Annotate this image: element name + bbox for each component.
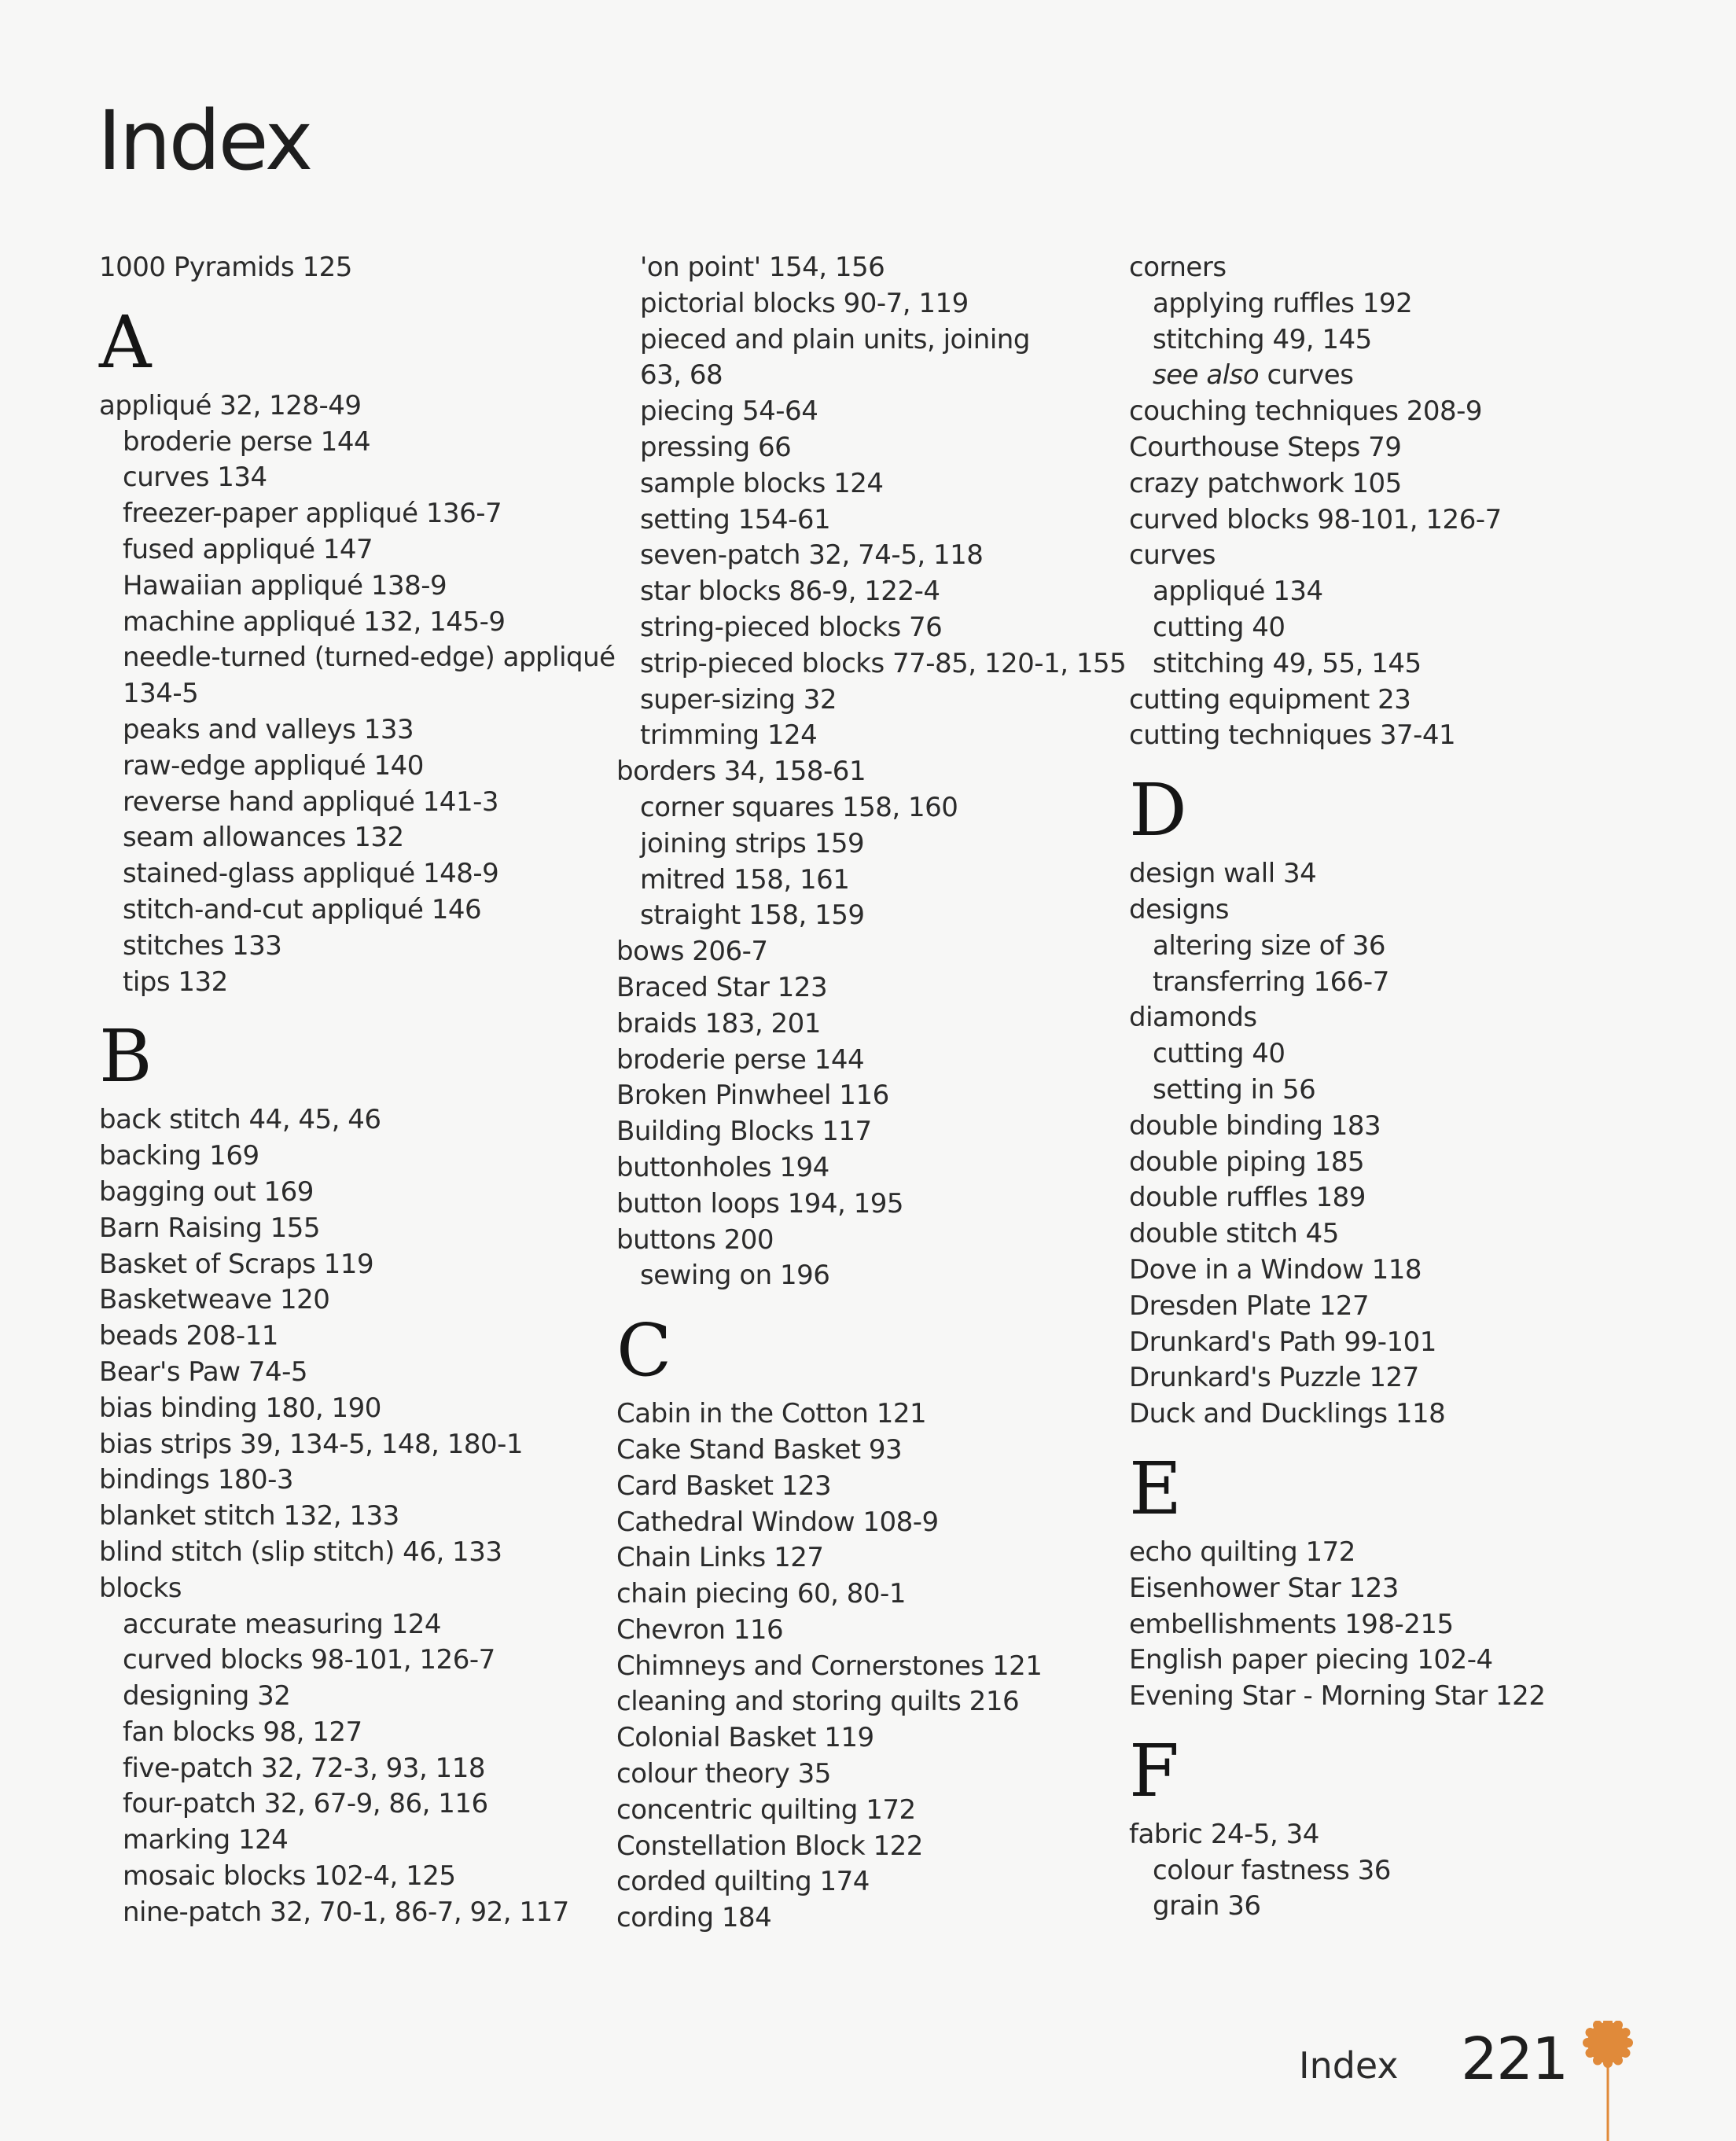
index-subentry: stitching 49, 55, 145 [1153, 647, 1422, 679]
index-entry: designs [1129, 893, 1230, 925]
index-entry: Eisenhower Star 123 [1129, 1572, 1399, 1604]
index-entry: Basketweave 120 [99, 1284, 330, 1316]
index-entry: corded quilting 174 [616, 1866, 870, 1898]
index-entry: double ruffles 189 [1129, 1182, 1366, 1214]
index-subentry: curved blocks 98-101, 126-7 [123, 1644, 495, 1676]
index-subentry: seam allowances 132 [123, 822, 404, 854]
index-subentry: tips 132 [123, 966, 228, 998]
index-entry: echo quilting 172 [1129, 1536, 1355, 1568]
index-entry: Drunkard's Puzzle 127 [1129, 1362, 1419, 1394]
index-subentry: corner squares 158, 160 [640, 791, 958, 823]
index-entry: backing 169 [99, 1140, 259, 1172]
index-entry: Constellation Block 122 [616, 1830, 923, 1862]
index-entry: curves [1129, 539, 1216, 572]
cross-reference-prefix: see also [1153, 359, 1260, 392]
index-entry: Chain Links 127 [616, 1542, 824, 1574]
index-entry: diamonds [1129, 1002, 1257, 1034]
index-subentry: sample blocks 124 [640, 467, 884, 499]
index-subentry: strip-pieced blocks 77-85, 120-1, 155 [640, 647, 1127, 679]
index-subentry: super-sizing 32 [640, 683, 837, 716]
index-subentry: fan blocks 98, 127 [123, 1716, 362, 1748]
index-entry: Dove in a Window 118 [1129, 1253, 1422, 1286]
index-subentry: grain 36 [1153, 1890, 1261, 1922]
index-entry: cutting equipment 23 [1129, 683, 1411, 716]
index-cross-reference [1129, 358, 1648, 394]
index-entry: crazy patchwork 105 [1129, 467, 1402, 499]
index-entry: double binding 183 [1129, 1109, 1381, 1142]
index-subentry: stitching 49, 145 [1153, 323, 1372, 355]
index-entry: Card Basket 123 [616, 1470, 832, 1502]
index-entry: Duck and Ducklings 118 [1129, 1398, 1446, 1430]
index-subentry: colour fastness 36 [1153, 1854, 1391, 1886]
index-entry: Drunkard's Path 99-101 [1129, 1326, 1436, 1358]
index-entry: colour theory 35 [616, 1758, 831, 1790]
index-subentry: marking 124 [123, 1824, 289, 1856]
index-entry: Courthouse Steps 79 [1129, 431, 1402, 463]
page-number: 221 [1461, 2025, 1568, 2093]
index-subentry: straight 158, 159 [640, 899, 865, 932]
index-entry: double piping 185 [1129, 1146, 1365, 1178]
index-entry: bows 206-7 [616, 936, 768, 968]
index-entry: bindings 180-3 [99, 1464, 294, 1496]
index-entry: corners [1129, 252, 1227, 283]
index-entry: braids 183, 201 [616, 1007, 821, 1039]
index-entry-continuation: 63, 68 [640, 359, 723, 392]
cross-reference-target: curves [1267, 359, 1354, 392]
index-subentry: star blocks 86-9, 122-4 [640, 576, 940, 608]
index-subentry: pictorial blocks 90-7, 119 [640, 287, 969, 319]
index-subentry: sewing on 196 [640, 1260, 830, 1292]
index-entry: Cake Stand Basket 93 [616, 1433, 903, 1466]
index-subentry: trimming 124 [640, 719, 818, 752]
index-subentry: peaks and valleys 133 [123, 713, 414, 745]
index-entry: Dresden Plate 127 [1129, 1289, 1370, 1322]
index-subentry: curves 134 [123, 462, 267, 494]
footer-section-label: Index [1299, 2044, 1399, 2087]
index-entry: button loops 194, 195 [616, 1187, 904, 1219]
index-entry-continuation: 134-5 [123, 678, 199, 710]
index-entry: Braced Star 123 [616, 971, 828, 1003]
index-subentry: nine-patch 32, 70-1, 86-7, 92, 117 [123, 1896, 569, 1928]
index-entry: cleaning and storing quilts 216 [616, 1686, 1020, 1718]
index-subentry: setting in 56 [1153, 1073, 1316, 1105]
index-subentry: four-patch 32, 67-9, 86, 116 [123, 1788, 488, 1820]
index-subentry: stitch-and-cut appliqué 146 [123, 893, 482, 925]
index-entry: double stitch 45 [1129, 1218, 1339, 1250]
section-letter: B [99, 1014, 153, 1099]
flower-ornament-icon [1580, 2021, 1635, 2141]
index-subentry: altering size of 36 [1153, 929, 1385, 962]
index-entry: Colonial Basket 119 [616, 1722, 874, 1754]
index-entry: bias binding 180, 190 [99, 1392, 381, 1424]
page-title: Index [97, 93, 311, 189]
index-entry: borders 34, 158-61 [616, 756, 866, 788]
section-letter: D [1129, 768, 1187, 853]
index-subentry: machine appliqué 132, 145-9 [123, 605, 506, 638]
index-subentry: five-patch 32, 72-3, 93, 118 [123, 1752, 485, 1784]
index-entry: blind stitch (slip stitch) 46, 133 [99, 1536, 502, 1568]
index-subentry: joining strips 159 [640, 827, 865, 859]
index-entry: cording 184 [616, 1902, 772, 1934]
section-letter: F [1129, 1728, 1179, 1813]
index-entry: Basket of Scraps 119 [99, 1248, 374, 1280]
index-column-1 [99, 250, 616, 1931]
index-subentry: stained-glass appliqué 148-9 [123, 858, 499, 890]
index-entry: Building Blocks 117 [616, 1116, 872, 1148]
index-entry: beads 208-11 [99, 1320, 278, 1352]
section-letter: A [99, 300, 152, 384]
index-entry: buttons 200 [616, 1223, 774, 1256]
index-entry: 1000 Pyramids 125 [99, 252, 352, 283]
index-subentry: freezer-paper appliqué 136-7 [123, 498, 502, 530]
index-subentry: transferring 166-7 [1153, 966, 1389, 998]
index-subentry: stitches 133 [123, 929, 282, 962]
index-subentry: fused appliqué 147 [123, 533, 373, 565]
index-subentry: mosaic blocks 102-4, 125 [123, 1860, 456, 1893]
index-entry: embellishments 198-215 [1129, 1608, 1454, 1640]
index-entry: Chevron 116 [616, 1613, 784, 1646]
index-entry: couching techniques 208-9 [1129, 395, 1483, 428]
index-entry: English paper piecing 102-4 [1129, 1644, 1493, 1676]
index-subentry: pieced and plain units, joining [640, 323, 1030, 355]
index-entry: buttonholes 194 [616, 1151, 829, 1183]
index-entry: Cathedral Window 108-9 [616, 1506, 939, 1538]
index-entry: broderie perse 144 [616, 1043, 865, 1076]
index-column-3 [1129, 250, 1648, 1925]
index-subentry: seven-patch 32, 74-5, 118 [640, 539, 984, 572]
index-entry: concentric quilting 172 [616, 1793, 916, 1826]
index-entry: cutting techniques 37-41 [1129, 719, 1456, 752]
index-subentry: cutting 40 [1153, 1038, 1285, 1070]
index-entry: Broken Pinwheel 116 [616, 1080, 889, 1112]
section-letter: E [1129, 1446, 1182, 1531]
index-subentry: mitred 158, 161 [640, 863, 850, 896]
index-subentry: needle-turned (turned-edge) appliqué [123, 642, 616, 674]
index-entry: bias strips 39, 134-5, 148, 180-1 [99, 1428, 524, 1460]
index-subentry: appliqué 134 [1153, 576, 1323, 608]
index-column-2 [616, 250, 1127, 1937]
index-subentry: Hawaiian appliqué 138-9 [123, 569, 447, 601]
index-subentry: accurate measuring 124 [123, 1608, 442, 1640]
index-entry: design wall 34 [1129, 858, 1317, 890]
index-entry: chain piecing 60, 80-1 [616, 1578, 906, 1610]
index-subentry: applying ruffles 192 [1153, 287, 1413, 319]
index-entry: Evening Star - Morning Star 122 [1129, 1680, 1546, 1712]
index-entry: Barn Raising 155 [99, 1212, 321, 1244]
index-subentry: string-pieced blocks 76 [640, 611, 943, 643]
index-entry: blanket stitch 132, 133 [99, 1500, 399, 1532]
index-subentry: designing 32 [123, 1680, 291, 1712]
index-entry: appliqué 32, 128-49 [99, 389, 362, 421]
index-subentry: reverse hand appliqué 141-3 [123, 785, 498, 818]
index-entry: blocks [99, 1572, 182, 1604]
index-entry: Bear's Paw 74-5 [99, 1356, 308, 1388]
index-subentry: raw-edge appliqué 140 [123, 749, 424, 782]
section-letter: C [616, 1308, 672, 1393]
index-subentry: 'on point' 154, 156 [640, 252, 885, 283]
index-subentry: piecing 54-64 [640, 395, 818, 428]
index-entry: curved blocks 98-101, 126-7 [1129, 503, 1502, 535]
index-entry: Chimneys and Cornerstones 121 [616, 1650, 1043, 1682]
index-subentry: setting 154-61 [640, 503, 831, 535]
index-subentry: broderie perse 144 [123, 425, 371, 458]
index-entry: Cabin in the Cotton 121 [616, 1398, 927, 1430]
index-subentry: pressing 66 [640, 431, 792, 463]
index-entry: bagging out 169 [99, 1175, 314, 1208]
index-entry: back stitch 44, 45, 46 [99, 1104, 381, 1136]
index-entry: fabric 24-5, 34 [1129, 1818, 1319, 1850]
index-subentry: cutting 40 [1153, 611, 1285, 643]
